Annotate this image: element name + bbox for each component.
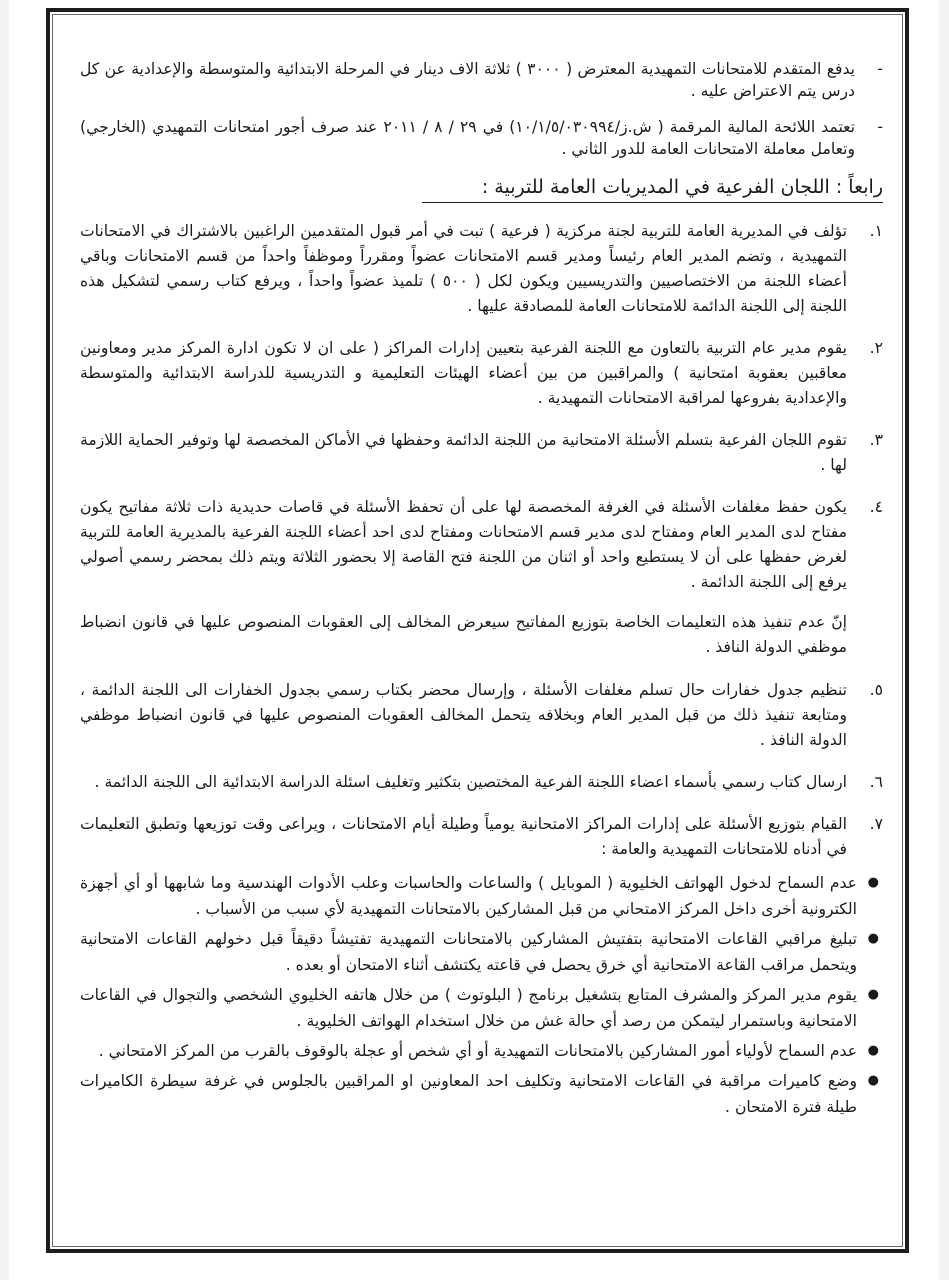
item-number: ٦. [869,773,883,791]
bullet-item [80,982,883,1034]
bullet-item [80,870,883,922]
bullet-item-text: عدم السماح لأولياء أمور المشاركين بالامتحانات التمهيدية أو أي شخص أو عجلة بالوقوف بالقرب من المركز الامتحاني . [98,1042,857,1060]
item-number: ٣. [869,431,883,449]
numbered-item-5 [80,678,883,753]
item-number: ٢. [869,339,883,357]
bullet-list [80,870,883,1120]
bullet-item [80,926,883,978]
numbered-item-text: ارسال كتاب رسمي بأسماء اعضاء اللجنة الفرعية المختصين بتكثير وتغليف اسئلة الدراسة الابتدائية الى اللجنة الدائمة . [94,773,847,791]
section-heading-text: رابعاً : اللجان الفرعية في المديريات العامة للتربية : [422,174,883,203]
item-number: ١. [869,222,883,240]
intro-item [80,58,883,102]
bullet-dot-icon: ● [867,987,879,1002]
bullet-item [80,1038,883,1064]
bullet-item-text: تبليغ مراقبي القاعات الامتحانية بتفتيش المشاركين بالامتحانات التمهيدية تفتيشاً دقيقاً قبل دخولهم القاعات الامتحانية ويتحمل مراقب القاعة الامتحانية أي خرق يحصل في قاعته يكتشف أثناء الامتحان أو بعده . [80,930,857,974]
item-number: ٧. [869,815,883,833]
document-body [80,58,883,1124]
numbered-item-text: تؤلف في المديرية العامة للتربية لجنة مركزية ( فرعية ) تبت في أمر قبول المتقدمين الراغبين بالاشتراك في الامتحانات التمهيدية ، وتضم المدير العام رئيساً ومدير قسم الامتحانات عضواً ومقرراً وموظفاً واحداً من قسم الامتحانات وباقي أعضاء اللجنة من الاختصاصيين والتدريسيين ويكون لكل ( ٥٠٠ ) تلميذ عضواً واحداً ، ويرفع كتاب رسمي لتشكيل هذه اللجنة إلى اللجنة الدائمة للامتحانات العامة للمصادقة عليها . [80,222,847,315]
numbered-item-text: القيام بتوزيع الأسئلة على إدارات المراكز الامتحانية يومياً وطيلة أيام الامتحانات ، ويراعى وقت توزيعها وتطبق التعليمات في أدناه للامتحانات التمهيدية والعامة : [80,815,847,858]
numbered-item-3 [80,428,883,478]
bullet-item [80,1068,883,1120]
numbered-item-2 [80,336,883,411]
item-number: ٥. [869,681,883,699]
intro-item [80,116,883,160]
page-border-frame [46,8,909,1253]
bullet-dot-icon: ● [867,1073,879,1088]
bullet-dot-icon: ● [867,931,879,946]
bullet-dot-icon: ● [867,1043,879,1058]
numbered-item-1 [80,219,883,319]
numbered-item-4 [80,495,883,595]
section-heading [80,174,883,203]
numbered-item-text: يقوم مدير عام التربية بالتعاون مع اللجنة الفرعية بتعيين إدارات المراكز ( على ان لا تكون ادارة المركز مدير ومعاونين معاقبين بعقوبة امتحانية ) والمراقبين من بين أعضاء الهيئات التعليمية و التدريسية للدراسة الابتدائية والمتوسطة والإعدادية بفروعها لمراقبة الامتحانات التمهيدية . [80,339,847,407]
numbered-item-4-note: إنّ عدم تنفيذ هذه التعليمات الخاصة بتوزيع المفاتيح سيعرض المخالف إلى العقوبات المنصوص عليها في قانون انضباط موظفي الدولة النافذ . [80,613,847,656]
bullet-item-text: يقوم مدير المركز والمشرف المتابع بتشغيل برنامج ( البلوتوث ) من خلال هاتفه الخليوي الشخصي والتجوال في القاعات الامتحانية وباستمرار ليتمكن من رصد أي حالة غش من خلال استخدام الهواتف الخليوية . [80,986,857,1030]
dash-marker: - [877,60,883,78]
numbered-item-text: تنظيم جدول خفارات حال تسلم مغلفات الأسئلة ، وإرسال محضر بكتاب رسمي بجدول الخفارات الى اللجنة الدائمة ، ومتابعة تنفيذ ذلك من قبل المدير العام وبخلافه يتحمل المخالف العقوبات المنصوص عليها في قانون انضباط موظفي الدولة النافذ . [80,681,847,749]
numbered-item-text: تقوم اللجان الفرعية بتسلم الأسئلة الامتحانية من اللجنة الدائمة وحفظها في الأماكن المخصصة لها وتوفير الحماية اللازمة لها . [80,431,847,474]
document-page [9,0,939,1280]
dash-marker: - [877,118,883,136]
intro-item-text: تعتمد اللائحة المالية المرقمة ( ش.ز/١٠/١/٥/٠٣٠٩٩٤) في ٢٩ / ٨ / ٢٠١١ عند صرف أجور امتحانات التمهيدي (الخارجي) وتعامل معاملة الامتحانات العامة للدور الثاني . [80,118,856,158]
item-number: ٤. [869,498,883,516]
bullet-item-text: وضع كاميرات مراقبة في القاعات الامتحانية وتكليف احد المعاونين او المراقبين بالجلوس في غرفة سيطرة الكاميرات طيلة فترة الامتحان . [80,1072,857,1116]
numbered-item-7 [80,812,883,862]
numbered-item-6 [80,770,883,795]
bullet-dot-icon: ● [867,875,879,890]
intro-item-text: يدفع المتقدم للامتحانات التمهيدية المعترض ( ٣٠٠٠ ) ثلاثة الاف دينار في المرحلة الابتدائية والمتوسطة والإعدادية عن كل درس يتم الاعتراض عليه . [80,60,855,100]
bullet-item-text: عدم السماح لدخول الهواتف الخليوية ( الموبايل ) والساعات والحاسبات وعلب الأدوات الهندسية وما شابهها أو أي أجهزة الكترونية أخرى داخل المركز الامتحاني من قبل المشاركين بالامتحانات التمهيدية لأي سبب من الأسباب . [80,874,857,918]
numbered-item-text: يكون حفظ مغلفات الأسئلة في الغرفة المخصصة لها على أن تحفظ الأسئلة في قاصات حديدية ذات ثلاثة مفاتيح يكون مفتاح لدى المدير العام ومفتاح لدى مدير قسم الامتحانات ومفتاح لدى احد أعضاء اللجنة الفرعية بالمديرية العامة للتربية لغرض حفظها على أن لا يستطيع واحد أو اثنان من اللجنة فتح القاصة إلا بحضور الثلاثة ويتم ذلك بمحضر رسمي أصولي يرفع إلى اللجنة الدائمة . [80,498,847,591]
